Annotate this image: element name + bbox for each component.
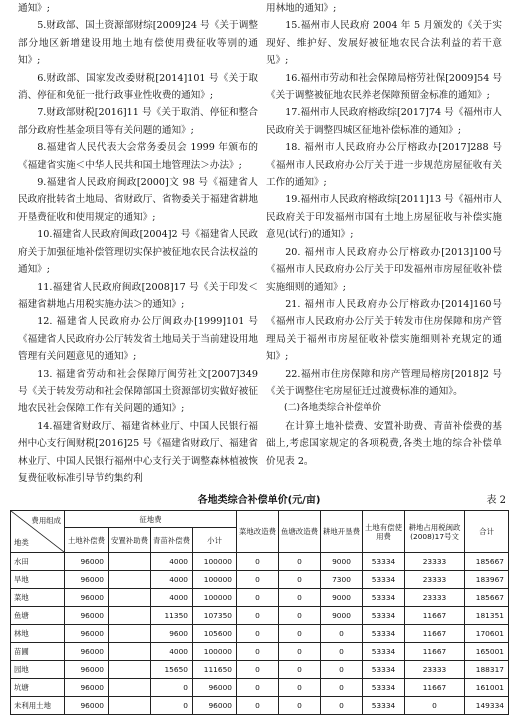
value-cell: 111650	[193, 661, 237, 679]
value-cell: 11667	[405, 679, 465, 697]
value-cell: 11667	[405, 607, 465, 625]
paragraph: 5.财政部、国土资源部财综[2009]24 号《关于调整部分地区新增建设用地土地有偿使用费征收等别的通知》;	[18, 20, 258, 67]
right-column	[266, 0, 502, 470]
value-cell: 15650	[151, 661, 193, 679]
value-cell: 53334	[363, 643, 405, 661]
land-type-cell: 鱼塘	[11, 607, 65, 625]
paragraph: 15.福州市人民政府 2004 年 5 月颁发的《关于实现好、维护好、发展好被征地农民合法利益的若干意见》;	[266, 20, 502, 67]
paragraph: 用林地的通知》;	[266, 3, 337, 14]
paragraph: 9.福建省人民政府闽政[2000]文 98 号《福建省人民政府批转省土地局、省财政厅、省物委关于福建省耕地开垦费征收和使用规定的通知》;	[18, 177, 258, 223]
value-cell: 0	[237, 679, 279, 697]
value-cell: 4000	[151, 553, 193, 571]
value-cell: 96000	[65, 589, 109, 607]
value-cell: 0	[237, 643, 279, 661]
paragraph: 19.福州市人民政府榕政综[2011]13 号《福州市人民政府关于印发福州市国有土地上房屋征收与补偿实施意见(试行)的通知》;	[266, 194, 502, 241]
value-cell: 96000	[193, 697, 237, 715]
paragraph: 18. 福州市人民政府办公厅榕政办[2017]288 号《福州市人民政府办公厅关于进一步规范房屋征收有关工作的通知》;	[266, 142, 502, 189]
land-type-cell: 水田	[11, 553, 65, 571]
left-column	[18, 0, 258, 487]
value-cell: 165001	[465, 643, 509, 661]
value-cell: 96000	[65, 679, 109, 697]
empty-cell	[109, 697, 151, 715]
value-cell: 0	[321, 697, 363, 715]
value-cell: 53334	[363, 679, 405, 697]
header-fishpond-fee: 鱼塘改造费	[279, 511, 321, 553]
header-crop-compensation: 青苗补偿费	[151, 528, 193, 553]
paragraph: 14.福建省财政厅、福建省林业厅、中国人民银行福州中心支行闽财税[2016]25 号《福建省财政厅、福建省林业厅、中国人民银行福州中心支行关于调整森林植被恢复费征收标准引导节约集约利	[18, 420, 258, 484]
value-cell: 23333	[405, 571, 465, 589]
table-corner-header	[11, 511, 65, 553]
header-total: 合计	[465, 511, 509, 553]
value-cell: 53334	[363, 697, 405, 715]
value-cell: 4000	[151, 589, 193, 607]
land-type-cell: 旱地	[11, 571, 65, 589]
header-land-compensation: 土地补偿费	[65, 528, 109, 553]
value-cell: 96000	[193, 679, 237, 697]
table-caption-row	[10, 493, 508, 509]
value-cell: 0	[237, 661, 279, 679]
value-cell: 11667	[405, 625, 465, 643]
value-cell: 0	[321, 679, 363, 697]
compensation-table	[10, 510, 509, 715]
value-cell: 7300	[321, 571, 363, 589]
value-cell: 0	[405, 697, 465, 715]
value-cell: 53334	[363, 589, 405, 607]
value-cell: 9000	[321, 589, 363, 607]
land-type-cell: 坑塘	[11, 679, 65, 697]
value-cell: 53334	[363, 607, 405, 625]
value-cell: 9000	[321, 553, 363, 571]
paragraph: 通知》;	[18, 3, 51, 14]
corner-top-label: 费用组成	[31, 516, 61, 525]
empty-cell	[109, 661, 151, 679]
corner-bottom-label: 地类	[14, 538, 29, 547]
empty-cell	[109, 625, 151, 643]
value-cell: 53334	[363, 553, 405, 571]
value-cell: 23333	[405, 589, 465, 607]
value-cell: 0	[279, 661, 321, 679]
value-cell: 183967	[465, 571, 509, 589]
value-cell: 11667	[405, 643, 465, 661]
paragraph: (二)各地类综合补偿单价	[284, 403, 382, 414]
table-number: 表 2	[486, 495, 506, 506]
value-cell: 0	[279, 697, 321, 715]
header-resettlement-subsidy: 安置补助费	[109, 528, 151, 553]
value-cell: 100000	[193, 589, 237, 607]
value-cell: 11350	[151, 607, 193, 625]
empty-cell	[109, 553, 151, 571]
value-cell: 185667	[465, 589, 509, 607]
table-row	[11, 607, 509, 625]
header-land-use-fee: 土地有偿使用费	[363, 511, 405, 553]
value-cell: 149334	[465, 697, 509, 715]
value-cell: 0	[279, 679, 321, 697]
value-cell: 100000	[193, 571, 237, 589]
value-cell: 4000	[151, 571, 193, 589]
value-cell: 96000	[65, 571, 109, 589]
paragraph: 8.福建省人民代表大会常务委员会 1999 年颁布的《福建省实施＜中华人民共和国土地管理法＞办法》;	[18, 142, 258, 171]
value-cell: 0	[279, 607, 321, 625]
empty-cell	[109, 571, 151, 589]
value-cell: 105600	[193, 625, 237, 643]
value-cell: 0	[279, 643, 321, 661]
value-cell: 0	[321, 661, 363, 679]
table-row	[11, 553, 509, 571]
value-cell: 0	[151, 679, 193, 697]
header-reclamation-fee: 耕地开垦费	[321, 511, 363, 553]
value-cell: 161001	[465, 679, 509, 697]
paragraph: 16.福州市劳动和社会保障局榕劳社保[2009]54 号《关于调整被征地农民养老保障预留金标准的通知》;	[266, 72, 502, 102]
land-type-cell: 菜地	[11, 589, 65, 607]
value-cell: 100000	[193, 553, 237, 571]
value-cell: 23333	[405, 661, 465, 679]
value-cell: 0	[237, 571, 279, 589]
table-row	[11, 643, 509, 661]
table-caption: 各地类综合补偿单价(元/亩)	[197, 495, 321, 506]
table-row	[11, 661, 509, 679]
value-cell: 0	[151, 697, 193, 715]
value-cell: 96000	[65, 553, 109, 571]
value-cell: 0	[321, 643, 363, 661]
value-cell: 0	[321, 625, 363, 643]
empty-cell	[109, 589, 151, 607]
value-cell: 188317	[465, 661, 509, 679]
value-cell: 0	[279, 625, 321, 643]
table-row	[11, 697, 509, 715]
paragraph: 10.福建省人民政府闽政[2004]2 号《福建省人民政府关于加强征地补偿管理切实保护被征地农民合法权益的通知》;	[18, 229, 258, 276]
value-cell: 100000	[193, 643, 237, 661]
value-cell: 0	[279, 553, 321, 571]
value-cell: 4000	[151, 643, 193, 661]
value-cell: 0	[237, 607, 279, 625]
empty-cell	[109, 607, 151, 625]
table-row	[11, 571, 509, 589]
value-cell: 53334	[363, 625, 405, 643]
header-occupation-tax: 耕地占用税闽政(2008)17号文	[405, 511, 465, 553]
value-cell: 185667	[465, 553, 509, 571]
paragraph: 在计算土地补偿费、安置补助费、青苗补偿费的基础上,考虑国家规定的各项税费,各类土地的综合补偿单价见表 2。	[266, 420, 502, 467]
value-cell: 170601	[465, 625, 509, 643]
paragraph: 13. 福建省劳动和社会保障厅闽劳社文[2007]349 号《关于转发劳动和社会保障部国土资源部切实做好被征地农民社会保障工作有关问题的通知》;	[18, 368, 258, 415]
value-cell: 181351	[465, 607, 509, 625]
paragraph: 20. 福州市人民政府办公厅榕政办[2013]100号《福州市人民政府办公厅关于印发福州市房屋征收补偿实施细则的通知》;	[266, 246, 502, 293]
paragraph: 11.福建省人民政府闽政[2008]17 号《关于印发＜福建省耕地占用税实施办法＞的通知》;	[18, 281, 258, 310]
table-row	[11, 589, 509, 607]
header-vegetable-plot-fee: 菜地改造费	[237, 511, 279, 553]
value-cell: 9000	[321, 607, 363, 625]
value-cell: 53334	[363, 661, 405, 679]
header-subtotal: 小计	[193, 528, 237, 553]
value-cell: 96000	[65, 661, 109, 679]
paragraph: 21. 福州市人民政府办公厅榕政办[2014]160号《福州市人民政府办公厅关于转发市住房保障和房产管理局关于福州市房屋征收补偿实施细则补充规定的通知》;	[266, 298, 502, 363]
value-cell: 96000	[65, 697, 109, 715]
land-type-cell: 未利用土地	[11, 697, 65, 715]
value-cell: 0	[237, 625, 279, 643]
paragraph: 12. 福建省人民政府办公厅闽政办[1999]101 号《福建省人民政府办公厅转发省土地局关于当前建设用地管理有关问题意见的通知》;	[18, 316, 258, 363]
paragraph: 17.福州市人民政府榕政综[2017]74 号《福州市人民政府关于调整四城区征地补偿标准的通知》;	[266, 107, 502, 136]
value-cell: 0	[279, 589, 321, 607]
land-type-cell: 园地	[11, 661, 65, 679]
value-cell: 96000	[65, 607, 109, 625]
value-cell: 53334	[363, 571, 405, 589]
paragraph: 7.财政部财税[2016]11 号《关于取消、停征和整合部分政府性基金项目等有关问题的通知》;	[18, 107, 258, 136]
empty-cell	[109, 643, 151, 661]
land-type-cell: 苗圃	[11, 643, 65, 661]
value-cell: 96000	[65, 643, 109, 661]
paragraph: 6.财政部、国家发改委财税[2014]101 号《关于取消、停征和免征一批行政事业性收费的通知》;	[18, 72, 258, 102]
table-row	[11, 625, 509, 643]
value-cell: 0	[237, 553, 279, 571]
value-cell: 107350	[193, 607, 237, 625]
value-cell: 23333	[405, 553, 465, 571]
paragraph: 22.福州市住房保障和房产管理局榕房[2018]2 号《关于调整住宅房屋征迁过渡费标准的通知》。	[266, 368, 502, 397]
land-type-cell: 林地	[11, 625, 65, 643]
group-header-land-acquisition: 征地费	[65, 511, 237, 528]
value-cell: 0	[237, 589, 279, 607]
value-cell: 9600	[151, 625, 193, 643]
value-cell: 96000	[65, 625, 109, 643]
value-cell: 0	[279, 571, 321, 589]
value-cell: 0	[237, 697, 279, 715]
